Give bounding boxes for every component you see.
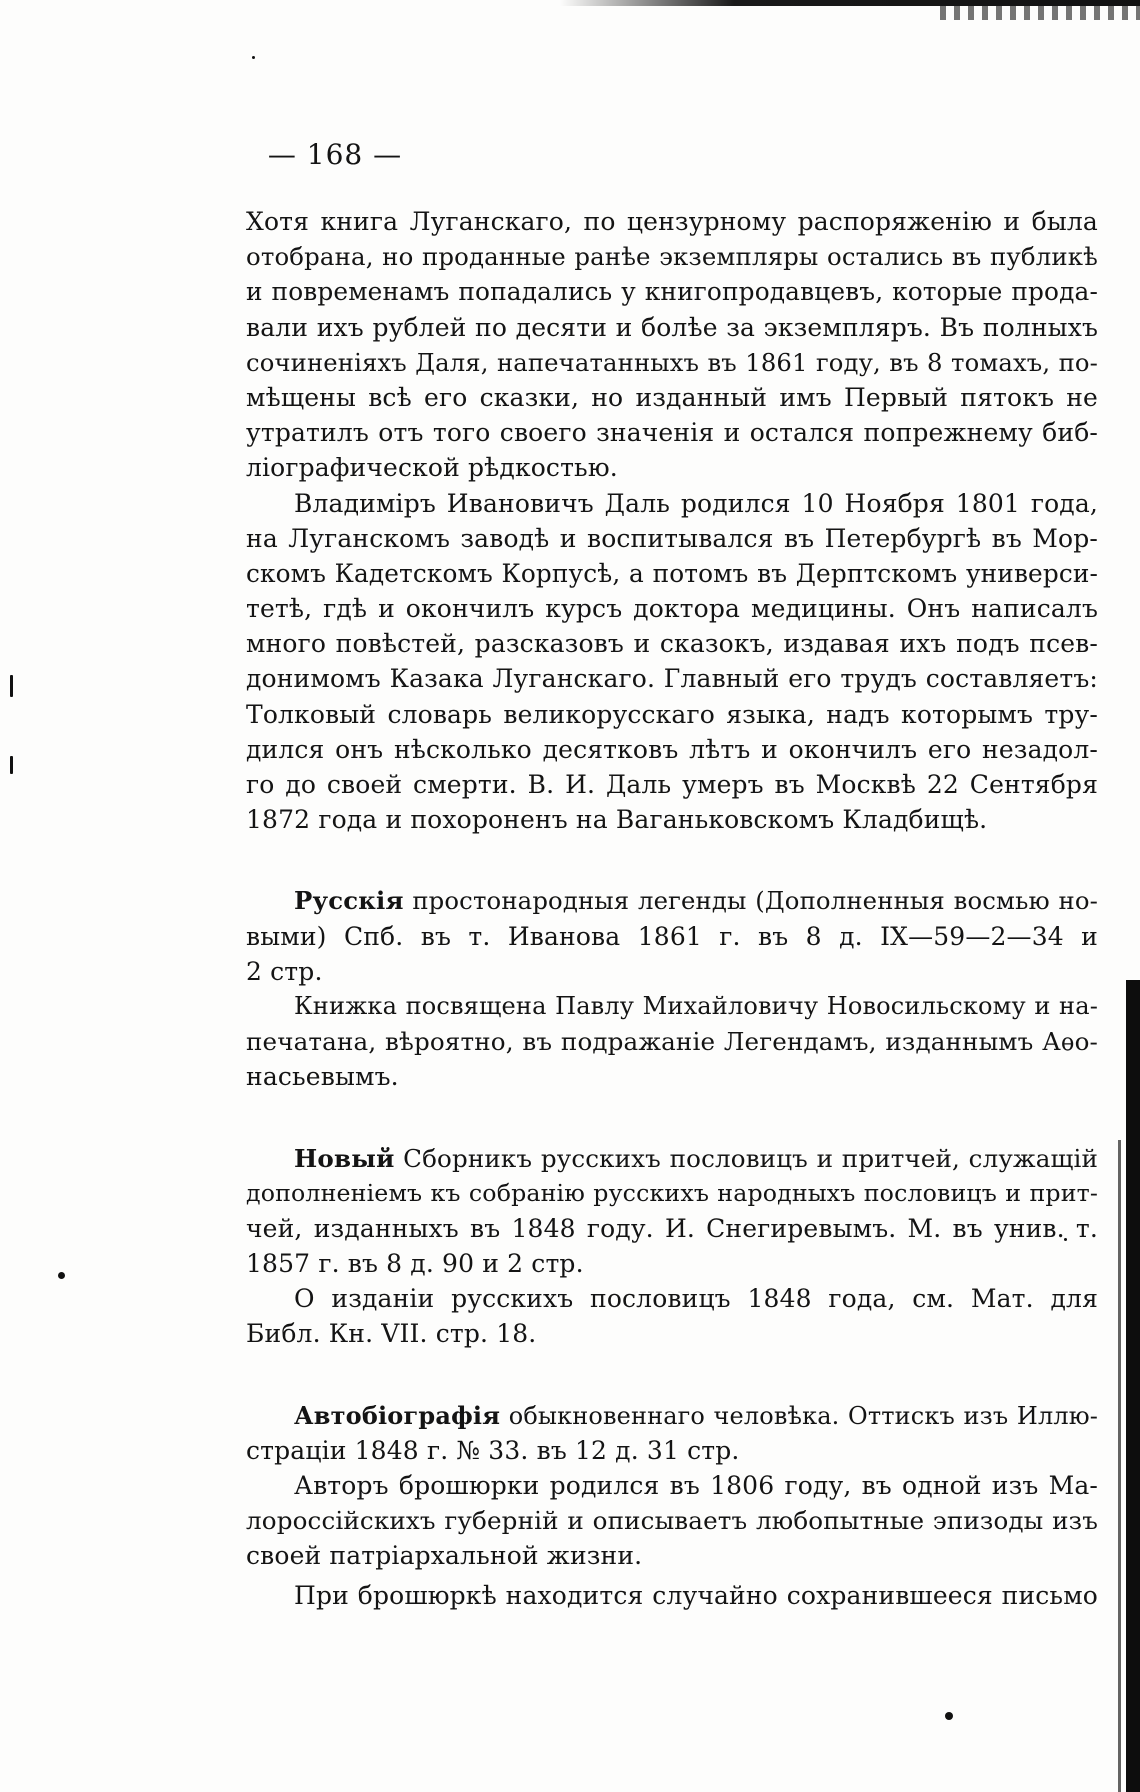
page-text bbox=[246, 204, 1098, 1613]
text-line bbox=[246, 1141, 1098, 1176]
text-line: отобрана, но проданные ранѣе экземпляры остались въ публикѣ bbox=[246, 242, 1098, 272]
text-line: и повременамъ попадались у книгопродавцевъ, которые прода- bbox=[246, 277, 1098, 307]
paragraph bbox=[246, 1281, 1098, 1351]
paragraph bbox=[246, 1468, 1098, 1574]
text-line: донимомъ Казака Луганскаго. Главный его трудъ составляетъ: bbox=[246, 664, 1098, 694]
entry-title-bold: Автобіографія bbox=[294, 1400, 501, 1430]
section-gap bbox=[246, 1095, 1098, 1141]
text-line: го до своей смерти. В. И. Даль умеръ въ Москвѣ 22 Сентября bbox=[246, 770, 1098, 799]
section-gap bbox=[246, 837, 1098, 883]
section-gap bbox=[246, 1352, 1098, 1398]
scan-edge-top-noise bbox=[940, 6, 1140, 20]
entry-title-bold: Новый bbox=[294, 1143, 395, 1173]
text-line: скомъ Кадетскомъ Корпусѣ, а потомъ въ Дерптскомъ универси- bbox=[246, 558, 1098, 588]
text-line: лороссійскихъ губерній и описываетъ любопытные эпизоды изъ bbox=[246, 1506, 1098, 1536]
paragraph bbox=[246, 989, 1098, 1095]
entry-title-rest: обыкновеннаго человѣка. Оттискъ изъ Иллю- bbox=[500, 1401, 1098, 1430]
text-line: 1872 года и похороненъ на Ваганьковскомъ Кладбищѣ. bbox=[246, 805, 988, 835]
bibliography-entry bbox=[246, 883, 1098, 989]
text-line: утратилъ отъ того своего значенія и остался попрежнему биб- bbox=[246, 418, 1098, 448]
paragraph bbox=[246, 204, 1098, 486]
text-line: дился онъ нѣсколько десятковъ лѣтъ и окончилъ его незадол- bbox=[246, 734, 1098, 764]
bibliography-entry bbox=[246, 1141, 1098, 1282]
text-line: много повѣстей, разсказовъ и сказокъ, издавая ихъ подъ псев- bbox=[246, 629, 1098, 659]
text-line: вали ихъ рублей по десяти и болѣе за экземпляръ. Въ полныхъ bbox=[246, 312, 1098, 342]
text-line: Толковый словарь великорусскаго языка, надъ которымъ тру- bbox=[246, 699, 1098, 729]
text-line: При брошюркѣ находится случайно сохранившееся письмо bbox=[294, 1580, 1098, 1610]
text-line: насьевымъ. bbox=[246, 1062, 399, 1092]
text-line: Авторъ брошюрки родился въ 1806 году, въ одной изъ Ма- bbox=[294, 1471, 1098, 1500]
text-line: чей, изданныхъ въ 1848 году. И. Снегиревымъ. М. въ унив. т. bbox=[246, 1213, 1098, 1243]
text-line: дополненіемъ къ собранію русскихъ народныхъ пословицъ и прит- bbox=[246, 1178, 1098, 1207]
text-line: печатана, вѣроятно, въ подражаніе Легендамъ, изданнымъ Аѳо- bbox=[246, 1027, 1098, 1057]
scan-edge-right bbox=[1126, 980, 1140, 1792]
scan-speck bbox=[10, 675, 13, 697]
text-line: тетѣ, гдѣ и окончилъ курсъ доктора медицины. Онъ написалъ bbox=[246, 594, 1098, 624]
text-line bbox=[246, 1398, 1098, 1433]
scan-speck bbox=[945, 1712, 953, 1720]
text-line: Хотя книга Луганскаго, по цензурному распоряженію и была bbox=[246, 207, 1098, 236]
entry-title-rest: Сборникъ русскихъ пословицъ и притчей, служащій bbox=[394, 1143, 1098, 1173]
paragraph bbox=[246, 1578, 1098, 1613]
text-line: Владиміръ Ивановичъ Даль родился 10 Ноября 1801 года, bbox=[294, 488, 1098, 518]
text-line: Библ. Кн. VII. стр. 18. bbox=[246, 1319, 537, 1349]
text-line: сочиненіяхъ Даля, напечатанныхъ въ 1861 году, въ 8 томахъ, по- bbox=[246, 347, 1098, 377]
text-line: О изданіи русскихъ пословицъ 1848 года, см. Мат. для bbox=[294, 1284, 1098, 1314]
text-line bbox=[246, 883, 1098, 918]
entry-title-bold: Русскія bbox=[294, 886, 404, 916]
scan-speck bbox=[10, 756, 13, 774]
text-line: 1857 г. въ 8 д. 90 и 2 стр. bbox=[246, 1249, 584, 1279]
text-line: Книжка посвящена Павлу Михайловичу Новосильскому и на- bbox=[294, 991, 1098, 1020]
text-line: своей патріархальной жизни. bbox=[246, 1541, 643, 1571]
scan-speck bbox=[58, 1272, 65, 1279]
scan-speck bbox=[252, 56, 255, 59]
bibliography-entry bbox=[246, 1398, 1098, 1468]
entry-title-rest: простонародныя легенды (Дополненныя восмью но- bbox=[403, 886, 1098, 916]
paragraph bbox=[246, 486, 1098, 838]
text-line: мѣщены всѣ его сказки, но изданный имъ Первый пятокъ не bbox=[246, 382, 1098, 412]
text-line: страціи 1848 г. № 33. въ 12 д. 31 стр. bbox=[246, 1435, 740, 1465]
page-number: — 168 — bbox=[267, 138, 403, 171]
text-line: выми) Спб. въ т. Иванова 1861 г. въ 8 д. IX—59—2—34 и bbox=[246, 921, 1098, 951]
text-line: 2 стр. bbox=[246, 956, 323, 986]
scan-edge-right-line bbox=[1118, 1140, 1121, 1792]
text-line: на Луганскомъ заводѣ и воспитывался въ Петербургѣ въ Мор- bbox=[246, 523, 1098, 553]
text-line: ліографической рѣдкостью. bbox=[246, 453, 618, 483]
